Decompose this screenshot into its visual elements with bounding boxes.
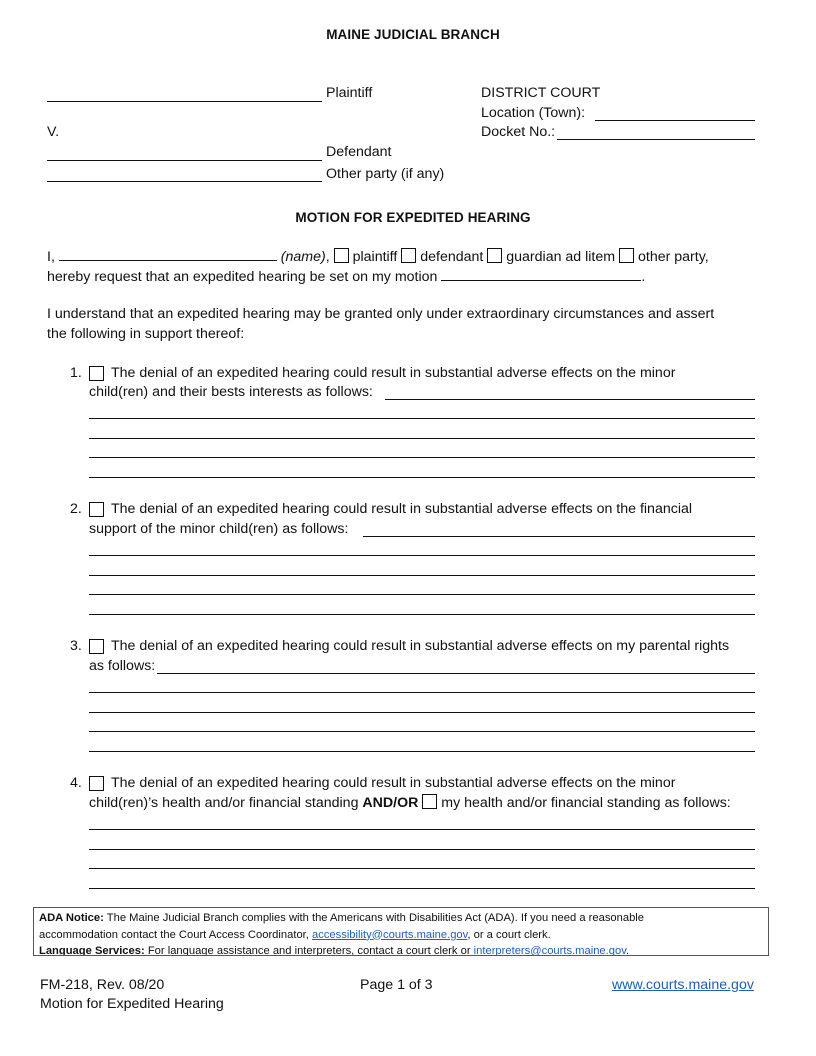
item-4-answer-line[interactable]: [89, 868, 755, 869]
name-hint: (name): [280, 249, 326, 265]
item-1-answer-line[interactable]: [89, 418, 755, 419]
item-3-answer-line[interactable]: [89, 751, 755, 752]
defendant-label: Defendant: [326, 144, 392, 160]
intro-request-text: hereby request that an expedited hearing be set on my motion: [47, 269, 438, 285]
item-2-number: 2.: [70, 501, 82, 517]
role-guardian: guardian ad litem: [506, 249, 616, 265]
ada-text: The Maine Judicial Branch complies with the Americans with Disabilities Act (ADA). If you need a reasonable: [106, 912, 645, 924]
plaintiff-label: Plaintiff: [326, 85, 373, 101]
language-end: .: [625, 945, 630, 956]
docket-label: Docket No.:: [481, 124, 556, 140]
item-3-answer-line[interactable]: [89, 712, 755, 713]
item-2-line-2: support of the minor child(ren) as follows:: [89, 521, 349, 537]
intro-line: [47, 246, 709, 268]
item-4-answer-line[interactable]: [89, 888, 755, 889]
item-4-line-2b: my health and/or financial standing as follows:: [441, 795, 731, 811]
item-2-answer-line[interactable]: [89, 555, 755, 556]
item-1-answer-line[interactable]: [89, 477, 755, 478]
language-line: [39, 943, 763, 956]
form-name: Motion for Expedited Hearing: [40, 996, 224, 1012]
item-4-answer-line[interactable]: [89, 829, 755, 830]
item-4-checkbox[interactable]: [89, 776, 104, 791]
accessibility-email-link[interactable]: accessibility@courts.maine.gov: [312, 928, 468, 941]
role-other-party: other party,: [638, 249, 709, 265]
ada-text-2: accommodation contact the Court Access Coordinator,: [39, 928, 309, 941]
item-1-checkbox[interactable]: [89, 366, 104, 381]
language-text: For language assistance and interpreters, contact a court clerk or: [147, 945, 471, 956]
motion-field[interactable]: [441, 266, 641, 281]
role-plaintiff: plaintiff: [352, 249, 398, 265]
ada-label: ADA Notice:: [39, 912, 104, 924]
item-1-number: 1.: [70, 365, 82, 381]
other-party-checkbox[interactable]: [619, 248, 634, 263]
ada-line-1: [39, 910, 763, 927]
item-2-answer-line[interactable]: [363, 536, 755, 537]
defendant-name-field[interactable]: [47, 160, 322, 161]
item-2-answer-line[interactable]: [89, 594, 755, 595]
item-2-checkbox[interactable]: [89, 502, 104, 517]
court-name: DISTRICT COURT: [481, 85, 601, 101]
item-4-line-2a: child(ren)’s health and/or financial standing: [89, 795, 359, 811]
item-4-answer-line[interactable]: [89, 849, 755, 850]
name-field[interactable]: [59, 246, 277, 261]
intro-period: .: [641, 269, 646, 285]
ada-text-3: , or a court clerk.: [467, 928, 551, 941]
defendant-checkbox[interactable]: [401, 248, 416, 263]
location-field[interactable]: [595, 120, 755, 121]
plaintiff-name-field[interactable]: [47, 101, 322, 102]
item-1-answer-line[interactable]: [89, 438, 755, 439]
role-defendant: defendant: [420, 249, 484, 265]
item-3-line-2: as follows:: [89, 658, 156, 674]
item-4-line-1: The denial of an expedited hearing could result in substantial adverse effects on the minor: [111, 775, 676, 791]
item-1-line-2: child(ren) and their bests interests as follows:: [89, 384, 373, 400]
understanding-line-1: I understand that an expedited hearing may be granted only under extraordinary circumstances and assert: [47, 306, 715, 322]
item-1-answer-line[interactable]: [385, 399, 755, 400]
ada-line-2: [39, 927, 763, 944]
item-4-number: 4.: [70, 775, 82, 791]
guardian-checkbox[interactable]: [487, 248, 502, 263]
other-party-name-field[interactable]: [47, 181, 322, 182]
intro-comma: ,: [325, 249, 330, 265]
item-4-own-checkbox[interactable]: [422, 794, 437, 809]
item-2-line-1: The denial of an expedited hearing could result in substantial adverse effects on the financial: [111, 501, 693, 517]
item-3-answer-line[interactable]: [157, 673, 755, 674]
and-or-label: AND/OR: [362, 795, 419, 811]
item-4-line-2: [89, 794, 731, 814]
ada-notice-box: [33, 907, 769, 956]
item-3-number: 3.: [70, 638, 82, 654]
other-party-label: Other party (if any): [326, 166, 445, 182]
intro-line-2: [47, 266, 645, 288]
item-3-line-1: The denial of an expedited hearing could result in substantial adverse effects on my parental rights: [111, 638, 730, 654]
docket-field[interactable]: [557, 139, 755, 140]
language-label: Language Services:: [39, 945, 145, 956]
understanding-line-2: the following in support thereof:: [47, 326, 245, 342]
plaintiff-checkbox[interactable]: [334, 248, 349, 263]
page-title: MAINE JUDICIAL BRANCH: [326, 27, 500, 42]
interpreters-email-link[interactable]: interpreters@courts.maine.gov: [473, 945, 626, 956]
item-1-answer-line[interactable]: [89, 457, 755, 458]
website-link[interactable]: www.courts.maine.gov: [612, 977, 754, 993]
item-3-checkbox[interactable]: [89, 639, 104, 654]
item-3-answer-line[interactable]: [89, 731, 755, 732]
location-label: Location (Town):: [481, 105, 586, 121]
item-2-answer-line[interactable]: [89, 575, 755, 576]
page-number: Page 1 of 3: [360, 977, 433, 993]
versus-label: V.: [47, 124, 60, 140]
item-1-line-1: The denial of an expedited hearing could result in substantial adverse effects on the minor: [111, 365, 676, 381]
form-id: FM-218, Rev. 08/20: [40, 977, 165, 993]
item-2-answer-line[interactable]: [89, 614, 755, 615]
item-3-answer-line[interactable]: [89, 692, 755, 693]
form-title: MOTION FOR EXPEDITED HEARING: [295, 210, 531, 225]
intro-prefix: I,: [47, 249, 55, 265]
